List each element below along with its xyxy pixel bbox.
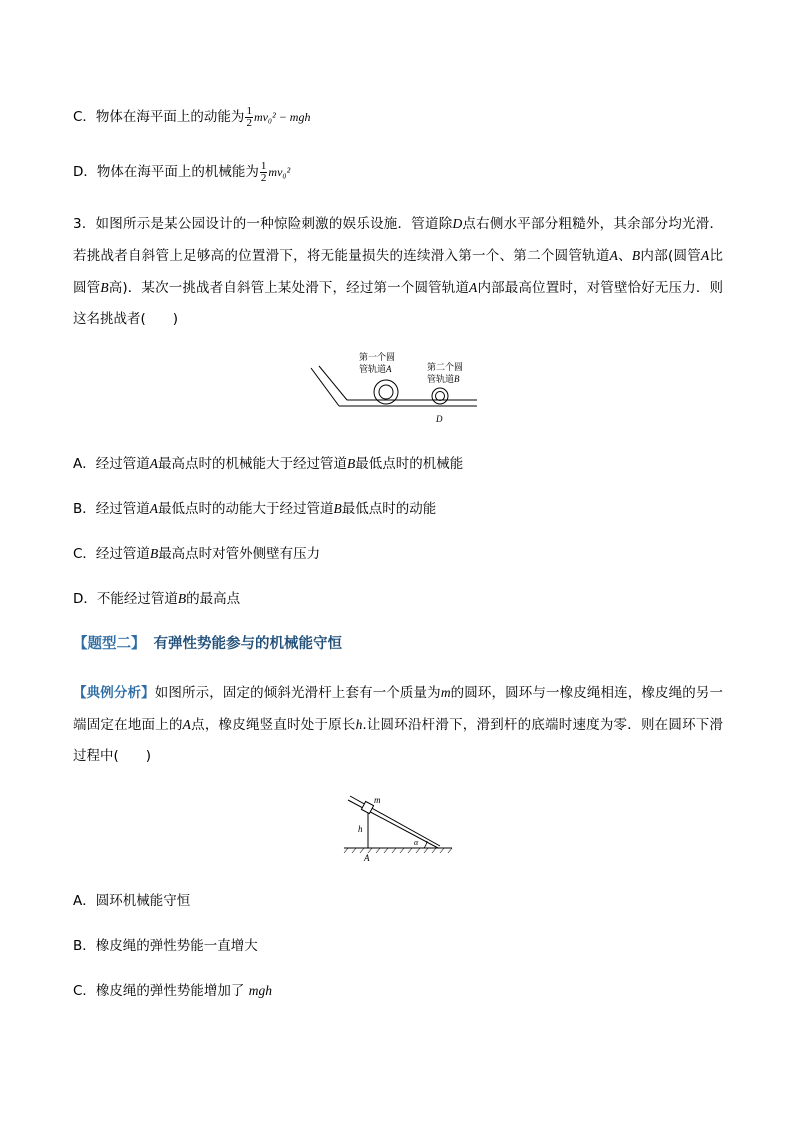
label-point-a: A <box>364 853 370 863</box>
label-pipe-b-var: B <box>454 374 460 384</box>
pipe-a-inner <box>379 385 393 399</box>
q3-option-c: C．经过管道B最高点时对管外侧壁有压力 <box>73 546 321 562</box>
label-pipe-a-var: A <box>386 364 392 374</box>
example-tag: 【典例分析】 <box>73 685 155 701</box>
section-title: 有弹性势能参与的机械能守恒 <box>153 636 342 652</box>
fraction-half: $\frac{1}{2}$ <box>260 159 267 184</box>
option-c-prev-formula: mv₀² − mgh <box>253 110 311 124</box>
label-pipe-a-2: 管轨道 <box>359 364 387 374</box>
label-point-d: D <box>436 414 443 424</box>
pipe-b-outer <box>432 388 448 404</box>
example-stem: 【典例分析】如图所示，固定的倾斜光滑杆上套有一个质量为m的圆环，圆环与一橡皮绳相连，橡皮绳的另一端固定在地面上的A点，橡皮绳竖直时处于原长h.让圆环沿杆滑下，滑到杆的底端时速度为零．则在圆环下滑过程中( ) <box>73 685 724 764</box>
example-option-c: C．橡皮绳的弹性势能增加了 mgh <box>73 983 272 999</box>
option-c-prev-text: C．物体在海平面上的动能为 <box>73 109 245 125</box>
label-pipe-b-1: 第二个圆 <box>427 362 464 372</box>
label-height-h: h <box>358 824 363 834</box>
q3-option-d: D．不能经过管道B的最高点 <box>73 591 241 607</box>
svg-text:管轨道A <box>359 363 392 374</box>
label-mass-m: m <box>374 795 381 805</box>
option-d-prev-formula: mv₀² <box>268 165 291 179</box>
label-pipe-b-2: 管轨道 <box>427 374 455 384</box>
example-option-a: A．圆环机械能守恒 <box>73 893 191 909</box>
option-c-prev <box>73 105 310 129</box>
inclined-rod-figure <box>340 790 455 865</box>
question-3-stem: 3．如图所示是某公园设计的一种惊险刺激的娱乐设施．管道除D点右侧水平部分粗糙外，其余部分均光滑．若挑战者自斜管上足够高的位置滑下，将无能量损失的连续滑入第一个、第二个圆管轨道A、B内部(圆管A比圆管B高)．某次一挑战者自斜管上某处滑下，经过第一个圆管轨道A内部最高位置时，对管壁恰好无压力．则这名挑战者( ) <box>73 216 724 327</box>
label-angle-alpha: α <box>414 838 419 847</box>
pipe-track-figure <box>305 346 485 428</box>
q3-option-b: B．经过管道A最低点时的动能大于经过管道B最低点时的动能 <box>73 501 437 517</box>
fraction-half: $\frac{1}{2}$ <box>246 104 252 129</box>
section-tag: 【题型二】 <box>73 636 146 652</box>
label-pipe-a-1: 第一个圆 <box>359 352 396 362</box>
q3-option-a: A．经过管道A最高点时的机械能大于经过管道B最低点时的机械能 <box>73 456 464 472</box>
svg-text:管轨道B <box>427 373 460 384</box>
option-d-prev-text: D．物体在海平面上的机械能为 <box>73 164 259 180</box>
option-d-prev <box>73 160 290 184</box>
section-heading <box>73 632 342 653</box>
pipe-b-inner <box>436 392 445 401</box>
example-option-b: B．橡皮绳的弹性势能一直增大 <box>73 938 258 954</box>
